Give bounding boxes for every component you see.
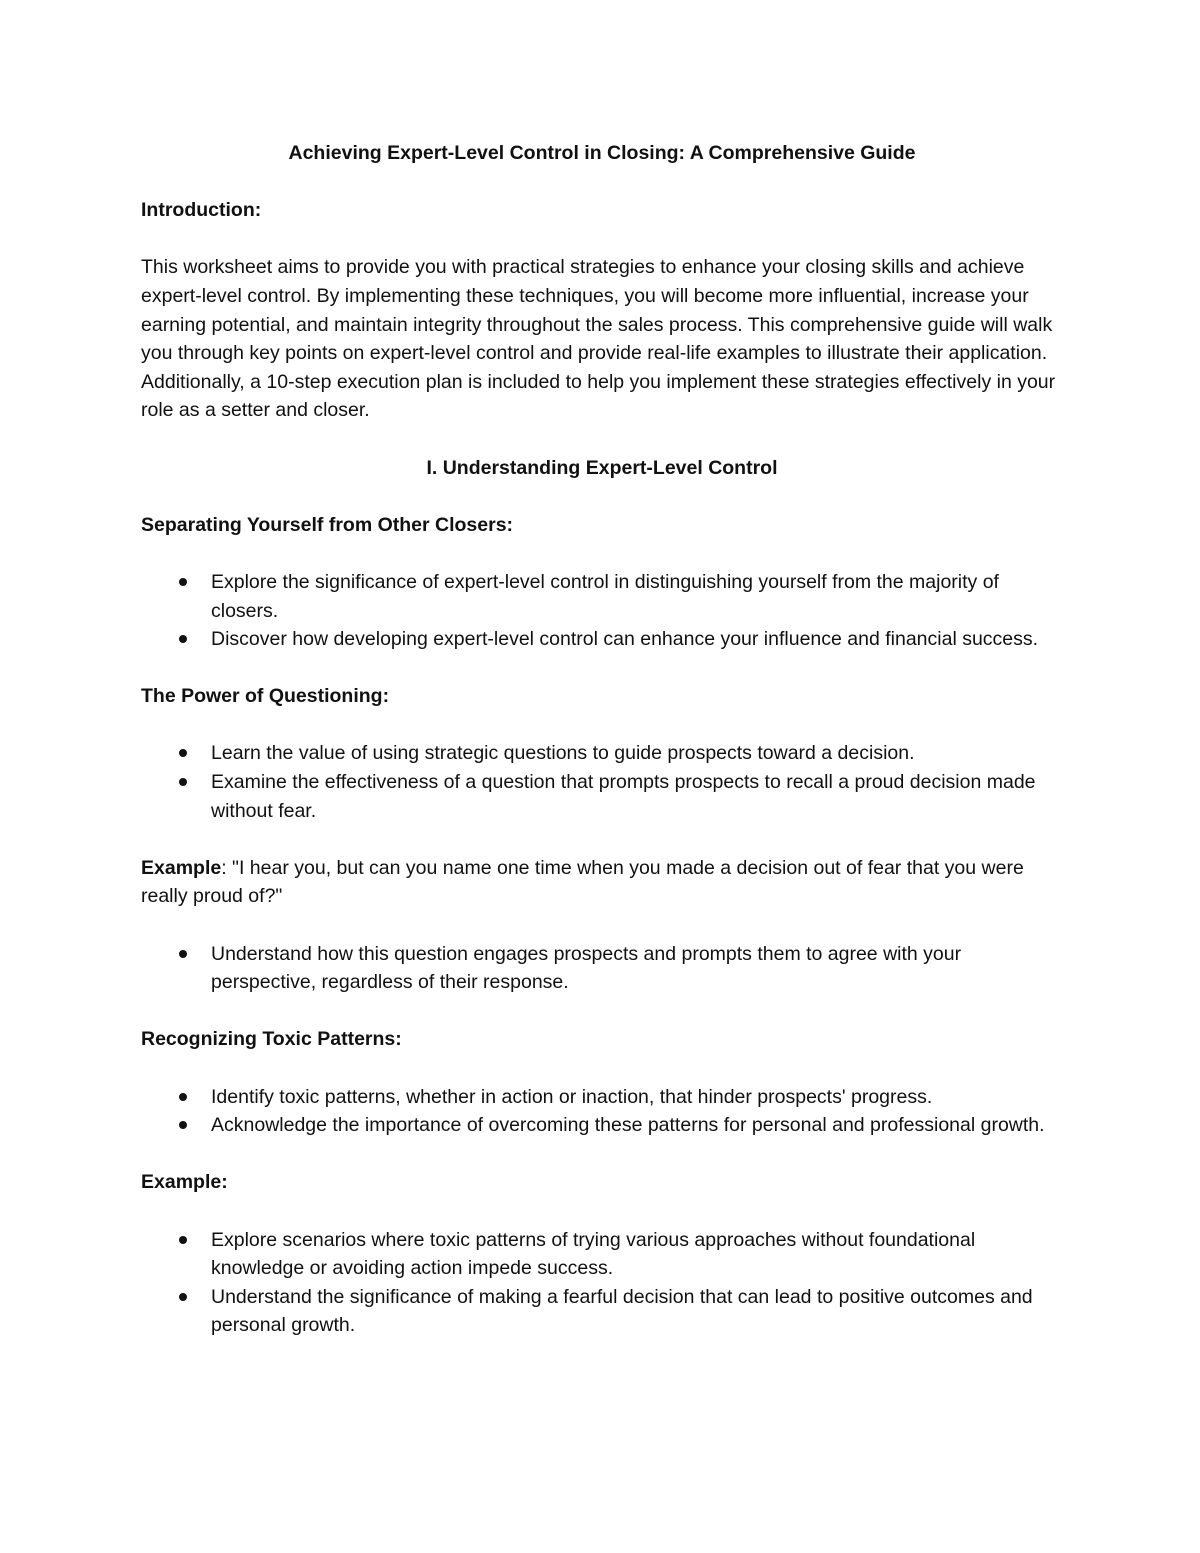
questioning-list [141, 739, 1063, 825]
bullet-icon [179, 635, 187, 643]
list-item-text: Discover how developing expert-level control can enhance your influence and financial success. [211, 628, 1039, 651]
toxic-example-heading: Example: [141, 1171, 228, 1194]
list-item [141, 940, 1063, 997]
list-item-text: Understand how this question engages prospects and prompts them to agree with your perspective, regardless of their response. [211, 942, 962, 994]
questioning-followup-list [141, 940, 1063, 997]
list-item [141, 768, 1063, 825]
questioning-example [141, 854, 1063, 911]
toxic-list [141, 1083, 1063, 1140]
intro-paragraph: This worksheet aims to provide you with practical strategies to enhance your closing skills and achieve expert-level control. By implementing these techniques, you will become more influential, increase your earning potential, and maintain integrity throughout the sales process. This comprehensive guide will walk you through key points on expert-level control and provide real-life examples to illustrate their application. Additionally, a 10-step execution plan is included to help you implement these strategies effectively in your role as a setter and closer. [141, 256, 1056, 422]
list-item [141, 1283, 1063, 1340]
list-item [141, 1226, 1063, 1283]
list-item-text: Learn the value of using strategic questions to guide prospects toward a decision. [211, 742, 915, 765]
list-item [141, 1111, 1063, 1140]
list-item-text: Examine the effectiveness of a question that prompts prospects to recall a proud decision made without fear. [211, 771, 1036, 822]
section-1-title: I. Understanding Expert-Level Control [426, 456, 778, 479]
separating-heading: Separating Yourself from Other Closers: [141, 513, 514, 536]
bullet-icon [179, 778, 187, 786]
separating-list [141, 568, 1063, 654]
toxic-heading: Recognizing Toxic Patterns: [141, 1028, 402, 1051]
list-item [141, 625, 1063, 654]
document-title: Achieving Expert-Level Control in Closing: A Comprehensive Guide [288, 142, 916, 164]
intro-heading: Introduction: [141, 199, 262, 222]
bullet-icon [179, 1236, 187, 1244]
document-body [141, 139, 1063, 1369]
list-item-text: Acknowledge the importance of overcoming these patterns for personal and professional growth. [211, 1114, 1045, 1137]
list-item-text: Understand the significance of making a fearful decision that can lead to positive outcomes and personal growth. [211, 1285, 1033, 1337]
questioning-heading: The Power of Questioning: [141, 685, 390, 708]
list-item [141, 1083, 1063, 1112]
bullet-icon [179, 749, 187, 757]
list-item-text: Identify toxic patterns, whether in action or inaction, that hinder prospects' progress. [211, 1085, 933, 1108]
bullet-icon [179, 1121, 187, 1129]
list-item-text: Explore the significance of expert-level control in distinguishing yourself from the majority of closers. [211, 570, 999, 622]
list-item [141, 568, 1063, 625]
bullet-icon [179, 1293, 187, 1301]
example-quote: : "I hear you, but can you name one time when you made a decision out of fear that you were really proud of?" [141, 856, 1024, 908]
list-item [141, 739, 1063, 768]
list-item-text: Explore scenarios where toxic patterns of trying various approaches without foundational knowledge or avoiding action impede success. [211, 1228, 976, 1280]
bullet-icon [179, 578, 187, 586]
toxic-example-list [141, 1226, 1063, 1340]
bullet-icon [179, 1093, 187, 1101]
bullet-icon [179, 950, 187, 958]
example-label: Example [141, 856, 222, 879]
